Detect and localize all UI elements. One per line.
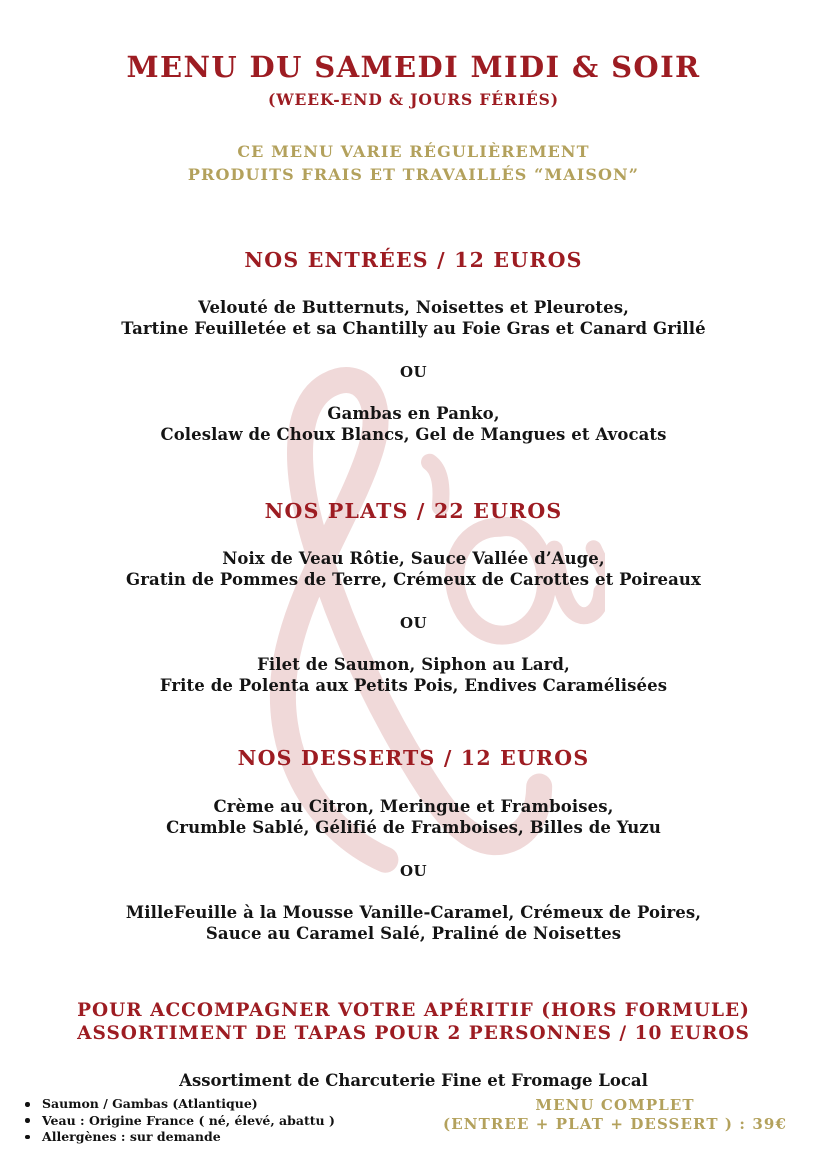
aperitif-description: Assortiment de Charcuterie Fine et Fromage Local xyxy=(179,1070,648,1090)
course-section-plats xyxy=(0,499,827,696)
tagline-block xyxy=(0,140,827,186)
dish-line: Coleslaw de Choux Blancs, Gel de Mangues et Avocats xyxy=(160,425,667,445)
menu-header xyxy=(0,0,827,186)
complete-menu-formula: (ENTREE + PLAT + DESSERT ) : 39€ xyxy=(443,1115,787,1134)
note-text: Veau : Origine France ( né, élevé, abattu ) xyxy=(42,1112,335,1128)
course-heading-desserts: NOS DESSERTS / 12 EUROS xyxy=(237,746,590,771)
dish-line: Sauce au Caramel Salé, Praliné de Noisettes xyxy=(205,924,622,944)
dish-dessert-2 xyxy=(0,902,827,944)
complete-menu-price-block xyxy=(443,1096,809,1134)
tagline-line-1: CE MENU VARIE RÉGULIÈREMENT xyxy=(237,141,590,161)
list-item xyxy=(22,1129,335,1145)
bullet-icon xyxy=(25,1135,30,1140)
bullet-icon xyxy=(25,1118,30,1123)
dish-line: MilleFeuille à la Mousse Vanille-Caramel, Crémeux de Poires, xyxy=(125,903,702,923)
dish-line: Frite de Polenta aux Petits Pois, Endives Caramélisées xyxy=(159,675,668,695)
dish-line: Crumble Sablé, Gélifié de Framboises, Billes de Yuzu xyxy=(166,818,661,838)
dish-line: Crème au Citron, Meringue et Framboises, xyxy=(213,797,614,817)
dish-line: Gambas en Panko, xyxy=(327,404,500,424)
dish-line: Gratin de Pommes de Terre, Crémeux de Carottes et Poireaux xyxy=(126,569,701,589)
dish-entree-1 xyxy=(0,297,827,339)
page-title: MENU DU SAMEDI MIDI & SOIR xyxy=(126,50,701,84)
dish-line: Velouté de Butternuts, Noisettes et Pleurotes, xyxy=(198,298,629,318)
course-section-entrees xyxy=(0,248,827,445)
dish-line: Filet de Saumon, Siphon au Lard, xyxy=(257,654,570,674)
dish-plat-1 xyxy=(0,548,827,590)
dish-line: Noix de Veau Rôtie, Sauce Vallée d’Auge, xyxy=(222,548,605,568)
aperitif-section xyxy=(0,1000,827,1089)
note-text: Allergènes : sur demande xyxy=(42,1128,221,1144)
sourcing-notes-list xyxy=(22,1096,335,1145)
list-item xyxy=(22,1113,335,1129)
dish-line: Tartine Feuilletée et sa Chantilly au Foie Gras et Canard Grillé xyxy=(121,319,706,339)
complete-menu-title: MENU COMPLET xyxy=(535,1096,695,1115)
dish-dessert-1 xyxy=(0,796,827,838)
course-section-desserts xyxy=(0,746,827,944)
menu-footer xyxy=(0,1096,827,1145)
aperitif-heading-line-1: POUR ACCOMPAGNER VOTRE APÉRITIF (HORS FORMULE) xyxy=(77,1000,750,1022)
aperitif-heading-line-2: ASSORTIMENT DE TAPAS POUR 2 PERSONNES / 10 EUROS xyxy=(77,1023,750,1045)
dish-plat-2 xyxy=(0,654,827,696)
course-heading-entrees: NOS ENTRÉES / 12 EUROS xyxy=(244,248,583,273)
list-item xyxy=(22,1096,335,1112)
or-separator: OU xyxy=(400,862,427,881)
dish-entree-2 xyxy=(0,403,827,445)
note-text: Saumon / Gambas (Atlantique) xyxy=(42,1096,258,1112)
course-heading-plats: NOS PLATS / 22 EUROS xyxy=(264,498,563,523)
page-subtitle: (WEEK-END & JOURS FÉRIÉS) xyxy=(268,89,559,109)
bullet-icon xyxy=(25,1102,30,1107)
tagline-line-2: PRODUITS FRAIS ET TRAVAILLÉS “MAISON” xyxy=(187,164,640,184)
or-separator: OU xyxy=(400,363,427,382)
or-separator: OU xyxy=(400,613,427,632)
